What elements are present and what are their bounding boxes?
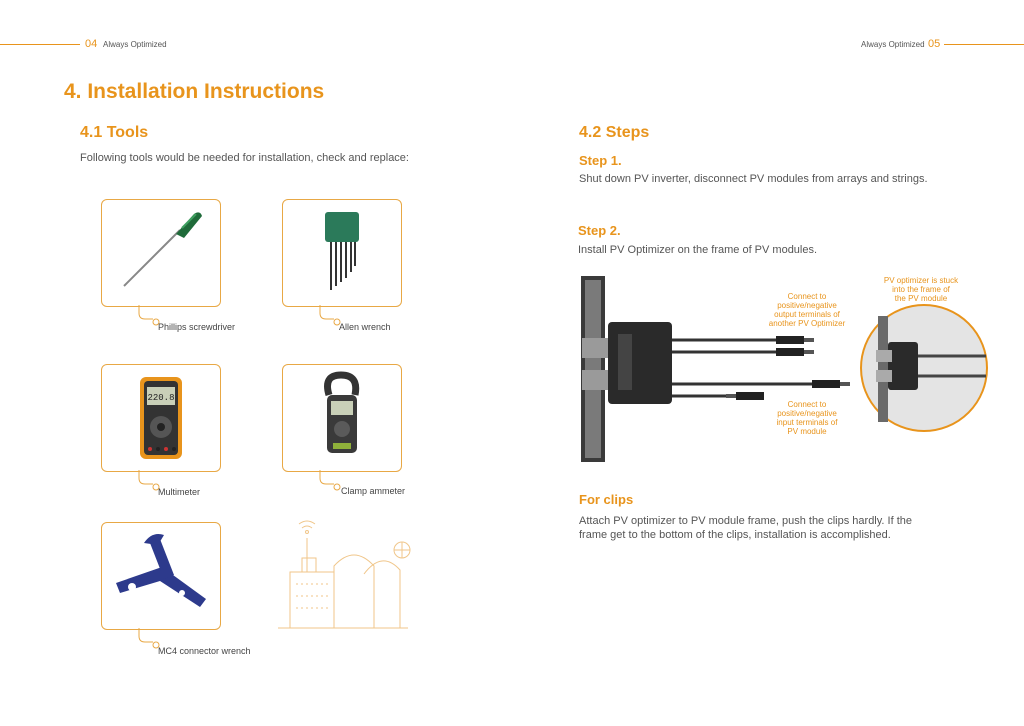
annotation-input-terminals: Connect to positive/negative input terminals of PV module: [776, 400, 838, 436]
step2-title: Step 2.: [578, 223, 621, 238]
step1-title: Step 1.: [579, 153, 622, 168]
tool-card-multimeter: [101, 364, 221, 472]
left-page-label: Always Optimized: [103, 40, 167, 49]
tool-card-allen-wrench: [282, 199, 402, 307]
header-rule-left: [0, 44, 80, 45]
tools-heading: 4.1 Tools: [80, 124, 149, 141]
frame-clip-top: [582, 338, 608, 358]
right-page-number: 05: [928, 38, 941, 50]
clamp-ammeter-icon: [283, 365, 401, 471]
screwdriver-icon: [102, 200, 220, 306]
annotation-output-terminals: Connect to positive/negative output terminals of another PV Optimizer: [768, 292, 846, 328]
tools-intro: Following tools would be needed for installation, check and replace:: [80, 152, 409, 164]
decorative-building-illustration: [274, 514, 414, 632]
left-page-number: 04: [85, 38, 98, 50]
output-cables: [672, 340, 776, 352]
tool-label-screwdriver: Phillips screwdriver: [158, 322, 236, 332]
steps-heading: 4.2 Steps: [579, 124, 650, 141]
clips-text-line2: frame get to the bottom of the clips, installation is accomplished.: [579, 529, 891, 541]
header-rule-right: [944, 44, 1024, 45]
clips-text-line1: Attach PV optimizer to PV module frame, push the clips hardly. If the: [579, 515, 913, 527]
allen-wrench-icon: [283, 200, 401, 306]
step1-text: Shut down PV inverter, disconnect PV modules from arrays and strings.: [579, 173, 928, 185]
callout-tail-clamp-ammeter: [306, 470, 346, 492]
pv-optimizer-box: [608, 322, 672, 404]
tool-label-clamp-ammeter: Clamp ammeter: [341, 486, 406, 496]
tool-card-screwdriver: [101, 199, 221, 307]
page-title: 4. Installation Instructions: [64, 80, 325, 103]
frame-clip-bottom: [582, 370, 608, 390]
tool-card-clamp-ammeter: [282, 364, 402, 472]
right-page-label: Always Optimized: [861, 40, 925, 49]
step2-text: Install PV Optimizer on the frame of PV modules.: [578, 244, 818, 256]
annotation-stuck-into-frame: PV optimizer is stuck into the frame of the PV module: [883, 276, 959, 303]
clips-title: For clips: [579, 492, 634, 507]
multimeter-icon: [102, 365, 220, 471]
mc4-wrench-icon: [102, 523, 220, 629]
tool-label-mc4-wrench: MC4 connector wrench: [158, 646, 251, 656]
multimeter-reading: 220.8: [147, 393, 175, 403]
tool-label-allen-wrench: Allen wrench: [339, 322, 391, 332]
tool-card-mc4-wrench: [101, 522, 221, 630]
tool-label-multimeter: Multimeter: [158, 487, 201, 497]
